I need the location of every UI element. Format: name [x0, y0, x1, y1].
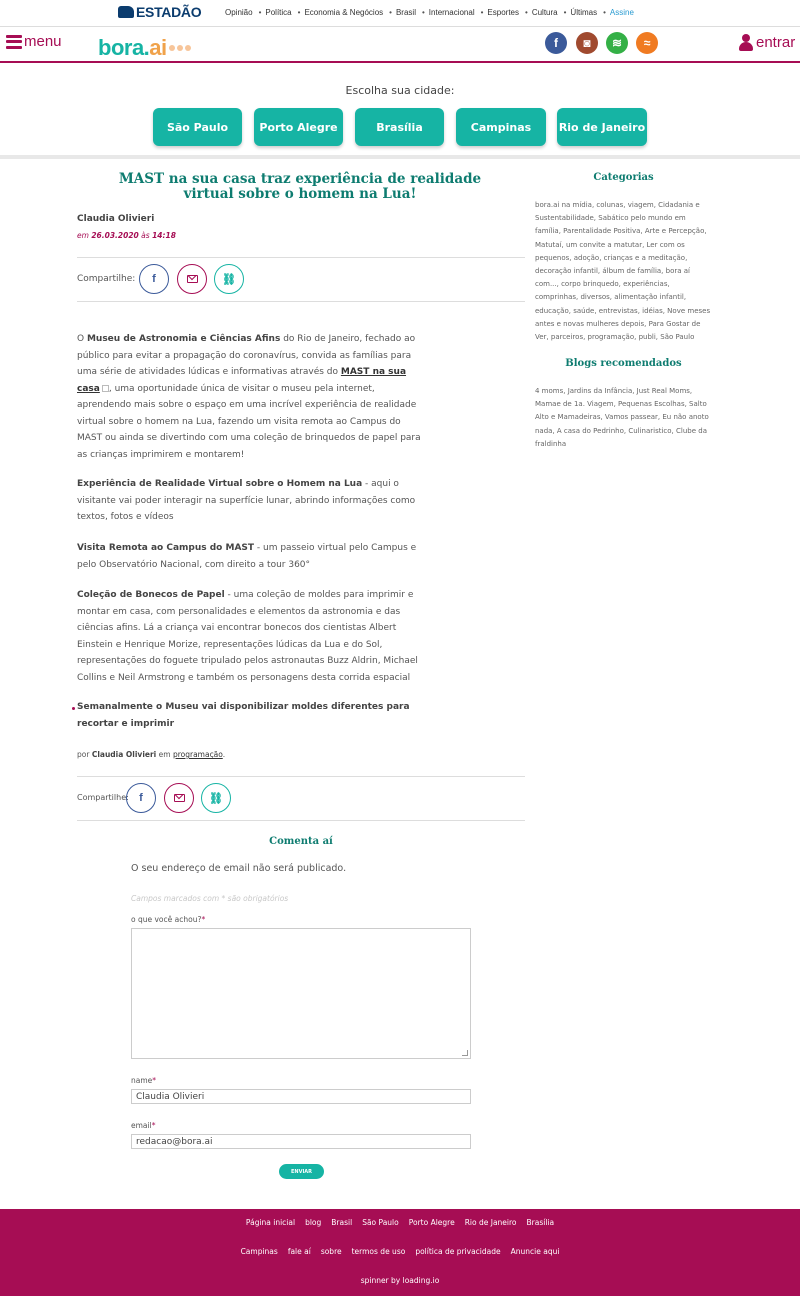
email-input[interactable]: redacao@bora.ai: [131, 1134, 471, 1149]
resize-grip-icon[interactable]: [462, 1050, 468, 1056]
separator-dot: •: [603, 8, 606, 17]
divider: [77, 301, 525, 302]
share-link-button[interactable]: [214, 264, 244, 294]
site-header: [0, 27, 800, 63]
footer-link[interactable]: blog: [305, 1218, 322, 1227]
hamburger-icon: [6, 35, 22, 49]
city-selector-title: Escolha sua cidade:: [345, 84, 455, 97]
estadao-logo[interactable]: ESTADÃO: [118, 4, 201, 20]
estadao-nav-item[interactable]: Últimas: [570, 8, 598, 17]
article-byline: por Claudia Olivieri em programação.: [77, 750, 226, 759]
footer-link[interactable]: Campinas: [240, 1247, 278, 1256]
separator-dot: •: [258, 8, 262, 17]
city-button-rio-de-janeiro[interactable]: Rio de Janeiro: [557, 108, 647, 146]
footer-link[interactable]: fale aí: [287, 1247, 311, 1256]
comment-textarea[interactable]: [131, 928, 471, 1059]
facebook-icon: f: [152, 273, 156, 285]
article-paragraph: Visita Remota ao Campus do MAST - um passeio virtual pelo Campus e pelo Observatório Nacional, com direito a tour 360°: [77, 543, 417, 570]
article-paragraph: Experiência de Realidade Virtual sobre o Homem na Lua - aqui o visitante vai poder interagir na superfície lunar, abrindo informações como textos, fotos e vídeos: [77, 479, 416, 522]
footer-link[interactable]: São Paulo: [362, 1218, 399, 1227]
footer-nav-row: [0, 1247, 800, 1256]
estadao-nav-item[interactable]: Internacional: [428, 8, 475, 17]
article-list-item: Semanalmente o Museu vai disponibilizar moldes diferentes para recortar e imprimir: [77, 702, 410, 729]
user-icon: [738, 34, 753, 51]
footer-link[interactable]: Página inicial: [245, 1218, 296, 1227]
category-link[interactable]: programação: [172, 750, 223, 759]
mast-link[interactable]: MAST na sua casa: [77, 367, 407, 394]
categories-title: Categorias: [593, 172, 654, 183]
bullet-icon: [72, 707, 75, 710]
footer-nav-row: [0, 1218, 800, 1227]
separator-dot: •: [389, 8, 392, 17]
bora-logo[interactable]: bora.ai: [98, 31, 193, 61]
separator-dot: •: [480, 8, 484, 17]
divider: [77, 820, 525, 821]
estadao-nav: [225, 8, 636, 17]
mail-icon: [187, 275, 198, 283]
separator-dot: •: [563, 8, 567, 17]
email-note: O seu endereço de email não será publicado.: [131, 863, 347, 874]
footer-link[interactable]: termos de uso: [351, 1247, 406, 1256]
mail-icon: [174, 794, 185, 802]
footer-link[interactable]: Anuncie aqui: [510, 1247, 560, 1256]
divider: [77, 257, 525, 258]
footer-link[interactable]: Brasília: [526, 1218, 555, 1227]
blogs-title: Blogs recomendados: [565, 358, 682, 369]
estadao-nav-item[interactable]: Opinião: [225, 8, 253, 17]
article-title: MAST na sua casa traz experiência de realidade virtual sobre o homem na Lua!: [118, 171, 482, 202]
footer-link[interactable]: sobre: [320, 1247, 342, 1256]
horse-icon: [118, 6, 134, 18]
submit-button[interactable]: ENVIAR: [279, 1164, 324, 1179]
city-button-porto-alegre[interactable]: Porto Alegre: [254, 108, 343, 146]
facebook-icon[interactable]: f: [545, 32, 567, 54]
footer-link[interactable]: política de privacidade: [415, 1247, 501, 1256]
instagram-icon[interactable]: ◙: [576, 32, 598, 54]
login-button[interactable]: entrar: [738, 34, 795, 51]
logo-dots-icon: [169, 31, 193, 57]
estadao-nav-item[interactable]: Brasil: [395, 8, 416, 17]
article-paragraph: Coleção de Bonecos de Papel - uma coleção de moldes para imprimir e montar em casa, com personalidades e elementos da astronomia e das ciências afins. Lá a criança vai encontrar bonecos dos cientistas Albert Einstein e Henrique Morize, representações lúdicas da Lua e do Sol, representações do foguete tripulado pelos astronautas Buzz Aldrin, Michael Collins e Neil Armstrong e também os personagens desta corrida espacial: [77, 590, 418, 683]
required-note: Campos marcados com * são obrigatórios: [131, 894, 289, 903]
menu-button[interactable]: menu: [6, 33, 62, 50]
city-button-sao-paulo[interactable]: São Paulo: [153, 108, 242, 146]
name-input[interactable]: Claudia Olivieri: [131, 1089, 471, 1104]
share-email-button[interactable]: [164, 783, 194, 813]
facebook-icon: f: [139, 792, 143, 804]
estadao-nav-item[interactable]: Economia & Negócios: [304, 8, 384, 17]
footer-link[interactable]: Rio de Janeiro: [464, 1218, 517, 1227]
rss-icon[interactable]: ≈: [636, 32, 658, 54]
footer-credit: spinner by loading.io: [360, 1276, 440, 1285]
share-link-button[interactable]: [201, 783, 231, 813]
link-icon: ⛓: [222, 273, 236, 286]
site-footer: [0, 1209, 800, 1296]
divider: [77, 776, 525, 777]
categories-list[interactable]: bora.ai na mídia, colunas, viagem, Cidadania e Sustentabilidade, Sabático pelo mundo em família, Parentalidade Positiva, Arte e Percepção, Matutaí, um convite a matutar, Ler com os pequenos, adoção, crianças e a meditação, decoração infantil, álbum de família, bora aí com..., corpo brinquedo, experiências, comprinhas, diversos, alimentação infantil, educação, saúde, entrevistas, idéias, Nove meses antes e novas mulheres depois, Para Gostar de Ver, parceiros, programação, publi, São Paulo: [535, 201, 711, 342]
share-email-button[interactable]: [177, 264, 207, 294]
footer-link[interactable]: Porto Alegre: [408, 1218, 455, 1227]
share-label: Compartilhe:: [77, 793, 129, 802]
assine-link[interactable]: Assine: [609, 8, 634, 17]
comment-section-title: Comenta aí: [269, 836, 333, 847]
article-date: em 26.03.2020 às 14:18: [77, 231, 176, 240]
city-button-campinas[interactable]: Campinas: [456, 108, 546, 146]
separator-dot: •: [525, 8, 528, 17]
city-button-brasilia[interactable]: Brasília: [355, 108, 444, 146]
separator-dot: •: [421, 8, 425, 17]
name-label: name*: [131, 1076, 157, 1085]
estadao-nav-item[interactable]: Esportes: [487, 8, 519, 17]
article-author[interactable]: Claudia Olivieri: [77, 214, 155, 224]
email-label: email*: [131, 1121, 156, 1130]
city-selector: [0, 65, 800, 159]
blogs-list[interactable]: 4 moms, Jardins da Infância, Just Real Moms, Mamae de 1a. Viagem, Pequenas Escolhas, Salto Alto e Mamadeiras, Vamos passear, Eu não anoto nada, A casa do Pedrinho, Culinaristico, Clube da fraldinha: [535, 387, 709, 448]
link-icon: ⛓: [209, 792, 223, 805]
comment-label: o que você achou?*: [131, 915, 206, 924]
estadao-nav-item[interactable]: Política: [265, 8, 292, 17]
share-facebook-button[interactable]: [139, 264, 169, 294]
share-label: Compartilhe:: [77, 274, 136, 284]
spotify-icon[interactable]: ≋: [606, 32, 628, 54]
footer-link[interactable]: Brasil: [331, 1218, 353, 1227]
article-paragraph: O Museu de Astronomia e Ciências Afins do Rio de Janeiro, fechado ao público para evitar a propagação do coronavírus, convida as famílias para uma série de atividades lúdicas e informativas através do MAST na sua casa , uma oportunidade única de visitar o museu pela internet, aprendendo mais sobre o espaço em uma incrível experiência de realidade virtual sobre o homem na Lua, fazendo um visita remota ao Campus do MAST ou ainda se divertindo com uma coleção de brinquedos de papel para as crianças imprimirem e montarem!: [77, 334, 421, 460]
separator-dot: •: [297, 8, 301, 17]
share-facebook-button[interactable]: [126, 783, 156, 813]
estadao-nav-item[interactable]: Cultura: [531, 8, 558, 17]
estadao-topbar: [0, 0, 800, 27]
external-link-icon: [102, 385, 109, 392]
